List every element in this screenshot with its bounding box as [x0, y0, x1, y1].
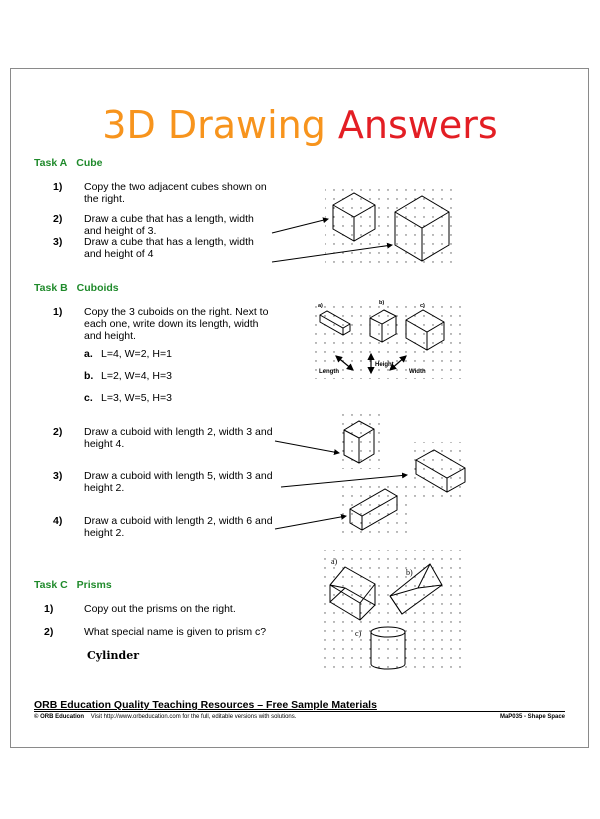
answer-a-letter: a. — [84, 348, 93, 360]
task-a-label: Task A — [34, 157, 68, 169]
arrow-to-small-cube — [272, 219, 328, 233]
answer-c-text: L=3, W=5, H=3 — [101, 392, 172, 404]
task-a-name: Cube — [76, 157, 103, 169]
cuboid-label-b: b) — [379, 300, 385, 306]
prisms-dot-grid — [322, 550, 462, 672]
footer-rule — [34, 711, 565, 712]
footer-code: MaP035 - Shape Space — [499, 714, 565, 720]
prism-label-a: a) — [331, 557, 338, 566]
arrow-to-cuboid-4 — [275, 516, 346, 529]
answer-b-letter: b. — [84, 370, 94, 382]
footer-line — [34, 714, 565, 720]
task-c-num-1: 1) — [44, 603, 54, 615]
answer-a-text: L=4, W=2, H=1 — [101, 348, 172, 360]
task-a-text-3: Draw a cube that has a length, width and height of 4 — [84, 236, 254, 260]
task-a-num-3: 3) — [53, 236, 63, 248]
task-c-answer: Cylinder — [87, 649, 139, 662]
length-label: Length — [319, 369, 339, 375]
prism-label-c: c) — [355, 629, 362, 638]
task-a-text-1: Copy the two adjacent cubes shown on the right. — [84, 181, 267, 205]
task-b-text-2: Draw a cuboid with length 2, width 3 and height 4. — [84, 426, 273, 450]
arrow-to-cuboid-2 — [275, 441, 339, 453]
task-b-text-1: Copy the 3 cuboids on the right. Next to each one, write down its length, width and height. — [84, 306, 269, 342]
footer-org: © ORB Education — [34, 714, 85, 720]
task-b-num-1: 1) — [53, 306, 63, 318]
answer-c-letter: c. — [84, 392, 93, 404]
task-c-label: Task C — [34, 579, 68, 591]
task-c-name: Prisms — [76, 579, 112, 591]
height-label: Height — [375, 362, 394, 368]
task-c-text-2: What special name is given to prism c? — [84, 626, 267, 638]
task-c-text-1: Copy out the prisms on the right. — [84, 603, 236, 615]
task-b-num-4: 4) — [53, 515, 63, 527]
cuboid-2-dot-grid — [338, 414, 382, 469]
task-a-text-2: Draw a cube that has a length, width and height of 3. — [84, 213, 254, 237]
task-b-name: Cuboids — [76, 282, 119, 294]
width-label: Width — [409, 369, 426, 375]
cuboid-label-a: a) — [318, 303, 323, 309]
task-c-num-2: 2) — [44, 626, 54, 638]
footer-title: ORB Education Quality Teaching Resources – Free Sample Materials — [34, 699, 377, 711]
task-b-num-2: 2) — [53, 426, 63, 438]
footer-visit: Visit http://www.orbeducation.com for the full, editable versions with solutions. — [90, 714, 297, 720]
task-a-num-2: 2) — [53, 213, 63, 225]
cuboid-3-dot-grid — [408, 442, 468, 498]
task-b-text-3: Draw a cuboid with length 5, width 3 and height 2. — [84, 470, 273, 494]
cuboid-label-c: c) — [420, 303, 425, 309]
task-b-text-4: Draw a cuboid with length 2, width 6 and height 2. — [84, 515, 273, 539]
answer-b-text: L=2, W=4, H=3 — [101, 370, 172, 382]
prism-label-b: b) — [406, 568, 413, 577]
task-b-num-3: 3) — [53, 470, 63, 482]
task-b-label: Task B — [34, 282, 68, 294]
title-word-1: 3D Drawing — [102, 103, 326, 147]
task-a-num-1: 1) — [53, 181, 63, 193]
title-word-2: Answers — [337, 103, 498, 147]
